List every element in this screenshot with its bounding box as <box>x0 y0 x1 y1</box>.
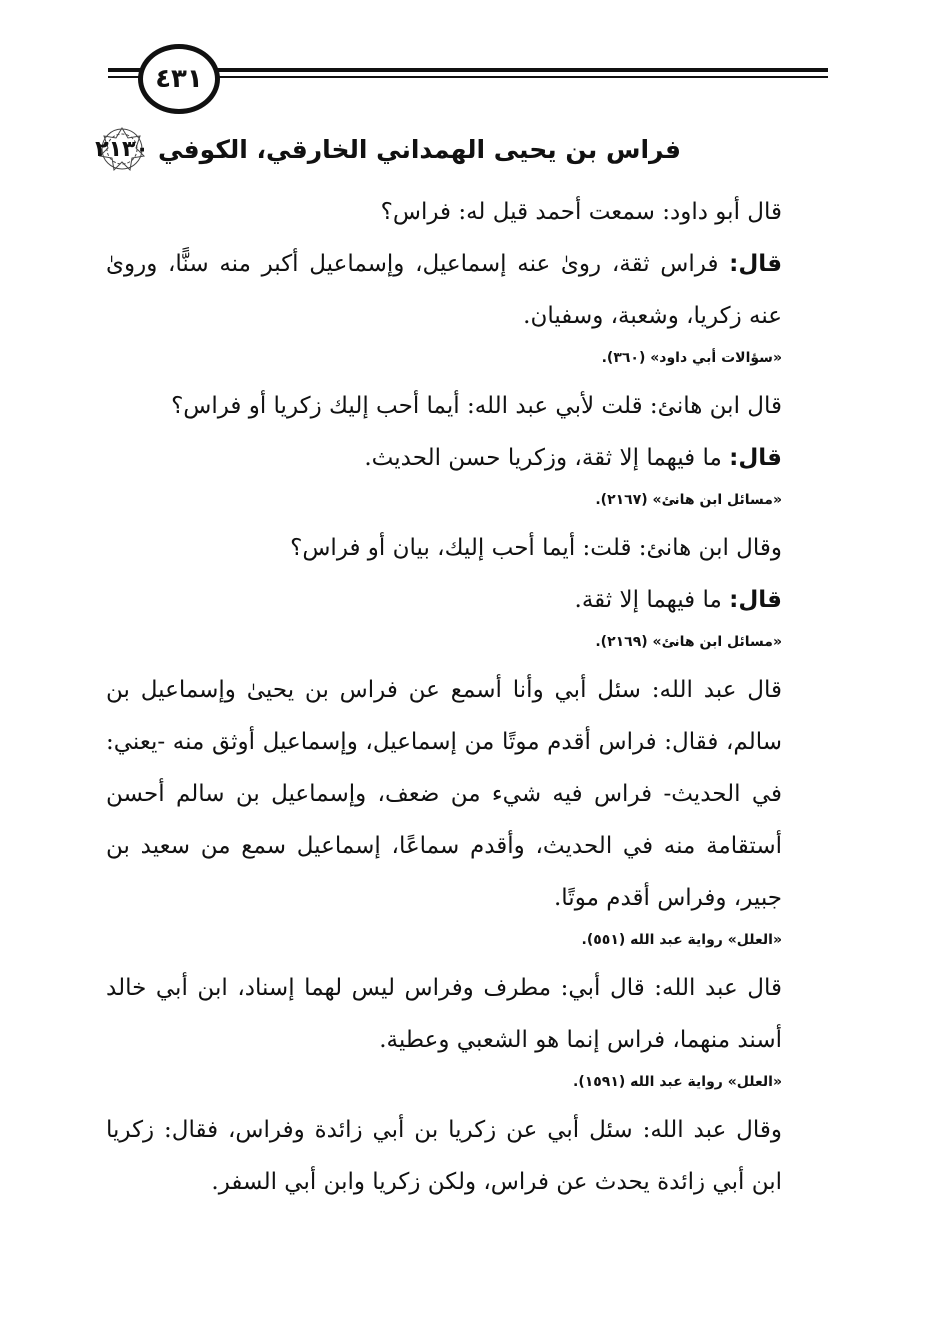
paragraph-text: وقال عبد الله: سئل أبي عن زكريا بن أبي زائدة وفراس، فقال: زكريا ابن أبي زائدة يحدث عن فراس، ولكن زكريا وابن أبي السفر. <box>106 1117 782 1195</box>
paragraph <box>106 522 782 574</box>
source-citation: «مسائل ابن هانئ» (٢١٦٩). <box>595 634 782 650</box>
entry-heading <box>86 126 846 172</box>
paragraph <box>106 380 782 432</box>
speaker-label: قال: <box>729 587 782 613</box>
entry-title: فراس بن يحيى الهمداني الخارقي، الكوفي <box>158 134 681 164</box>
page-number: ٤٣١ <box>138 44 220 114</box>
paragraph-text: ما فيهما إلا ثقة، وزكريا حسن الحديث. <box>364 445 722 471</box>
entry-body <box>106 186 782 1208</box>
source-citation: «العلل» رواية عبد الله (١٥٩١). <box>573 1074 782 1090</box>
paragraph <box>106 238 782 342</box>
speaker-label: قال: <box>729 445 782 471</box>
paragraph-text: قال ابن هانئ: قلت لأبي عبد الله: أيما أحب إليك زكريا أو فراس؟ <box>171 393 782 419</box>
paragraph-text: قال عبد الله: قال أبي: مطرف وفراس ليس لهما إسناد، ابن أبي خالد أسند منهما، فراس إنما هو الشعبي وعطية. <box>106 975 782 1053</box>
paragraph-text: وقال ابن هانئ: قلت: أيما أحب إليك، بيان أو فراس؟ <box>290 535 782 561</box>
source-citation: «العلل» رواية عبد الله (٥٥١). <box>581 932 782 948</box>
source-citation: «مسائل ابن هانئ» (٢١٦٧). <box>595 492 782 508</box>
paragraph <box>106 186 782 238</box>
paragraph <box>106 432 782 484</box>
paragraph <box>106 1104 782 1208</box>
paragraph <box>106 574 782 626</box>
paragraph-text: قال عبد الله: سئل أبي وأنا أسمع عن فراس بن يحيىٰ وإسماعيل بن سالم، فقال: فراس أقدم موتًا من إسماعيل، وإسماعيل أوثق منه -يعني: في الحديث- فراس فيه شيء من ضعف، وإسماعيل بن سالم أحسن أستقامة منه في الحديث، وأقدم سماعًا، إسماعيل سمع من سعيد بن جبير، وفراس أقدم موتًا. <box>106 677 782 911</box>
paragraph-text: فراس ثقة، روىٰ عنه إسماعيل، وإسماعيل أكبر منه سنًّا، وروىٰ عنه زكريا، وشعبة، وسفيان. <box>106 251 782 329</box>
entry-number-badge <box>86 126 158 172</box>
speaker-label: قال: <box>729 251 783 277</box>
entry-number: ٢١٣٠ <box>95 136 149 162</box>
paragraph <box>106 962 782 1066</box>
source-citation: «سؤالات أبي داود» (٣٦٠). <box>601 350 782 366</box>
paragraph-text: ما فيهما إلا ثقة. <box>574 587 722 613</box>
paragraph <box>106 664 782 924</box>
paragraph-text: قال أبو داود: سمعت أحمد قيل له: فراس؟ <box>380 199 782 225</box>
